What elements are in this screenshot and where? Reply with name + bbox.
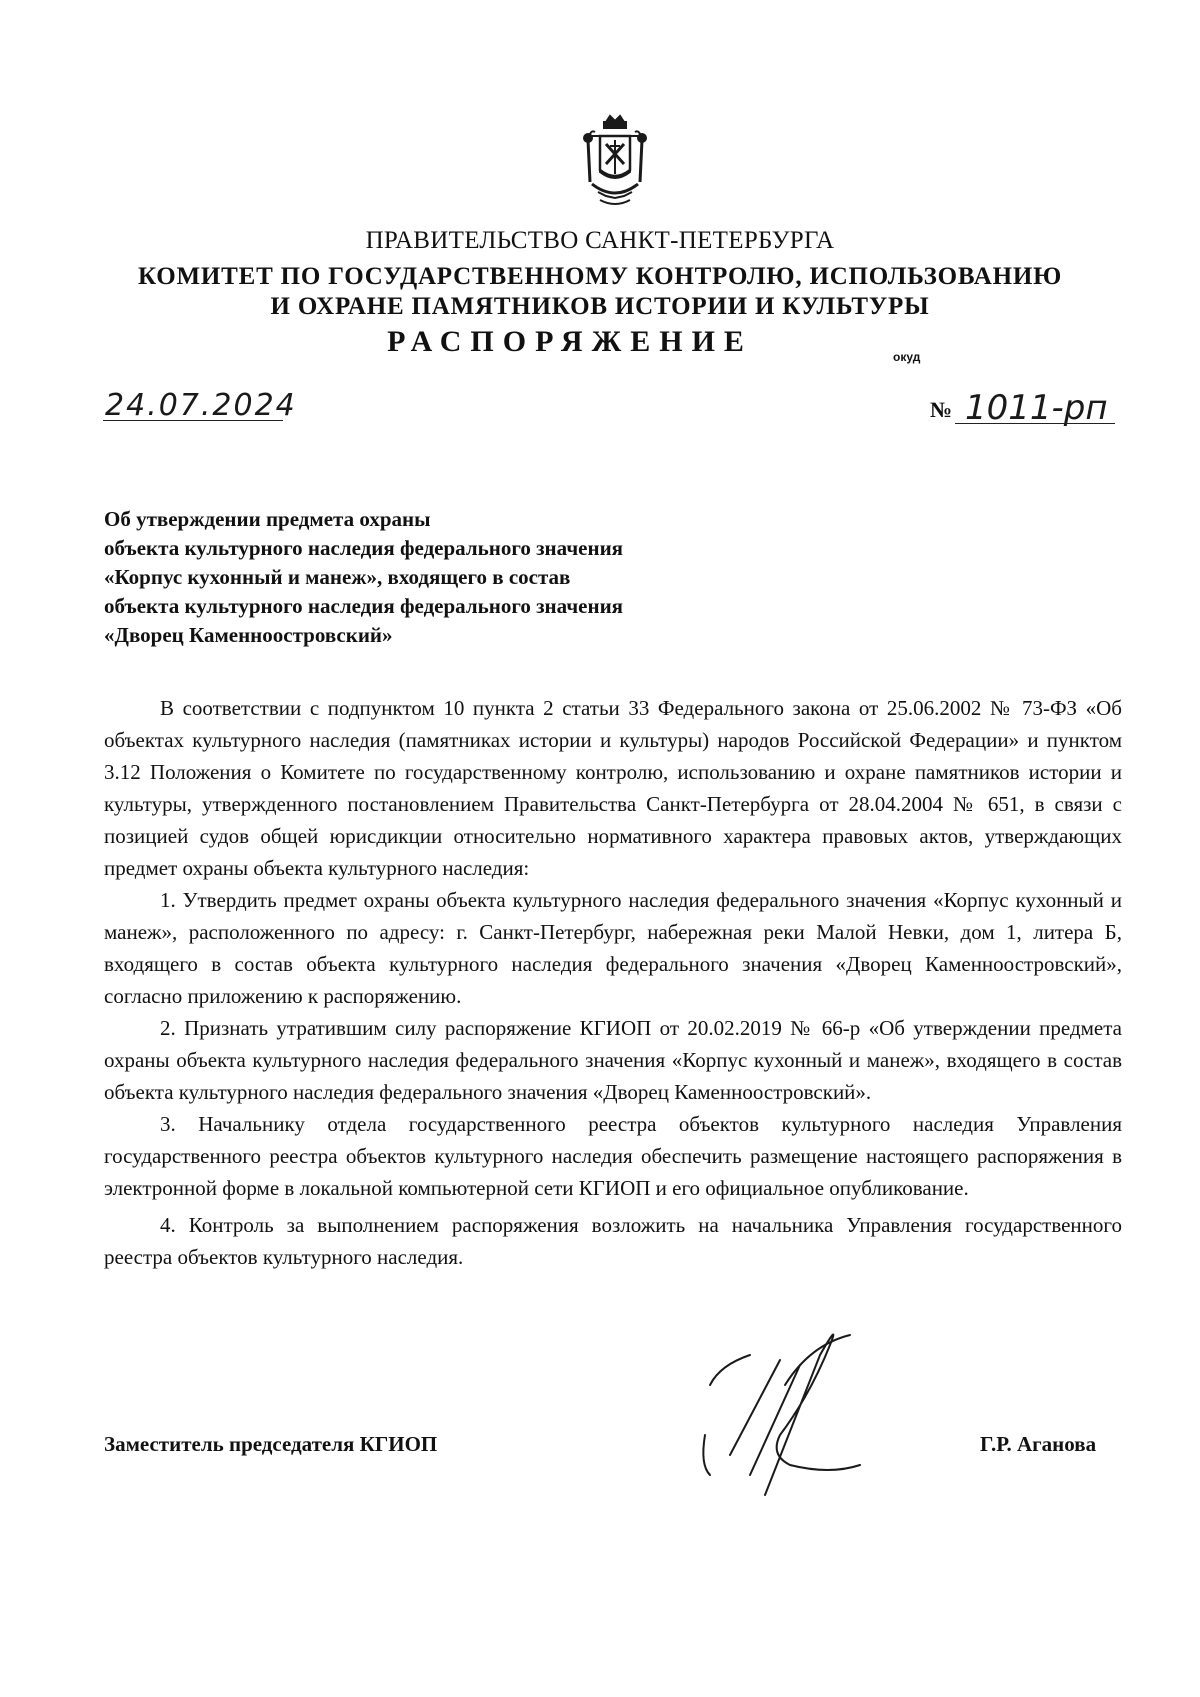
handwritten-signature [690,1325,910,1505]
item-1-paragraph: 1. Утвердить предмет охраны объекта культурного наследия федерального значения «Корпус кухонный и манеж», расположенного по адресу: г. Санкт-Петербург, набережная реки Малой Невки, дом 1, литера Б, входящего в состав объекта культурного наследия федерального значения «Дворец Каменноостровский», согласно приложению к распоряжению. [104,888,1122,1008]
signatory-position: Заместитель председателя КГИОП [104,1432,438,1456]
document-type: РАСПОРЯЖЕНИЕ [387,325,753,358]
subject-line: объекта культурного наследия федерального значения [104,536,624,560]
preamble-paragraph: В соответствии с подпунктом 10 пункта 2 статьи 33 Федерального закона от 25.06.2002 № 73-ФЗ «Об объектах культурного наследия (памятниках истории и культуры) народов Российской Федерации» и пунктом 3.12 Положения о Комитете по государственному контролю, использованию и охране памятников истории и культуры, утвержденного постановлением Правительства Санкт-Петербурга от 28.04.2004 № 651, в связи с позицией судов общей юрисдикции относительно нормативного характера правовых актов, утверждающих предмет охраны объекта культурного наследия: [104,696,1122,880]
committee-title-line2: И ОХРАНЕ ПАМЯТНИКОВ ИСТОРИИ И КУЛЬТУРЫ [270,293,930,320]
number-underline [955,423,1115,424]
okud-label: окуд [893,350,921,364]
item-2-paragraph: 2. Признать утратившим силу распоряжение КГИОП от 20.02.2019 № 66-р «Об утверждении предмета охраны объекта культурного наследия федерального значения «Корпус кухонный и манеж», входящего в состав объекта культурного наследия федерального значения «Дворец Каменноостровский». [104,1016,1122,1104]
subject-line: «Корпус кухонный и манеж», входящего в состав [104,565,571,589]
document-body [104,692,1122,1273]
subject-line: объекта культурного наследия федерального значения [104,594,624,618]
government-title: ПРАВИТЕЛЬСТВО САНКТ-ПЕТЕРБУРГА [365,227,835,254]
number-label: № [930,397,953,422]
document-number: 1011-рп [965,388,1108,428]
subject-line: «Дворец Каменноостровский» [104,623,393,647]
signatory-name: Г.Р. Аганова [980,1432,1097,1456]
item-4-paragraph: 4. Контроль за выполнением распоряжения возложить на начальника Управления государственного реестра объектов культурного наследия. [104,1213,1122,1269]
item-3-paragraph: 3. Начальнику отдела государственного реестра объектов культурного наследия Управления государственного реестра объектов культурного наследия обеспечить размещение настоящего распоряжения в электронной форме в локальной компьютерной сети КГИОП и его официальное опубликование. [104,1112,1122,1200]
coat-of-arms-emblem [570,112,660,212]
document-date: 24.07.2024 [105,388,297,423]
document-subject [104,505,623,650]
committee-title-line1: КОМИТЕТ ПО ГОСУДАРСТВЕННОМУ КОНТРОЛЮ, ИСПОЛЬЗОВАНИЮ [137,263,1063,290]
date-underline [103,420,283,421]
subject-line: Об утверждении предмета охраны [104,507,431,531]
